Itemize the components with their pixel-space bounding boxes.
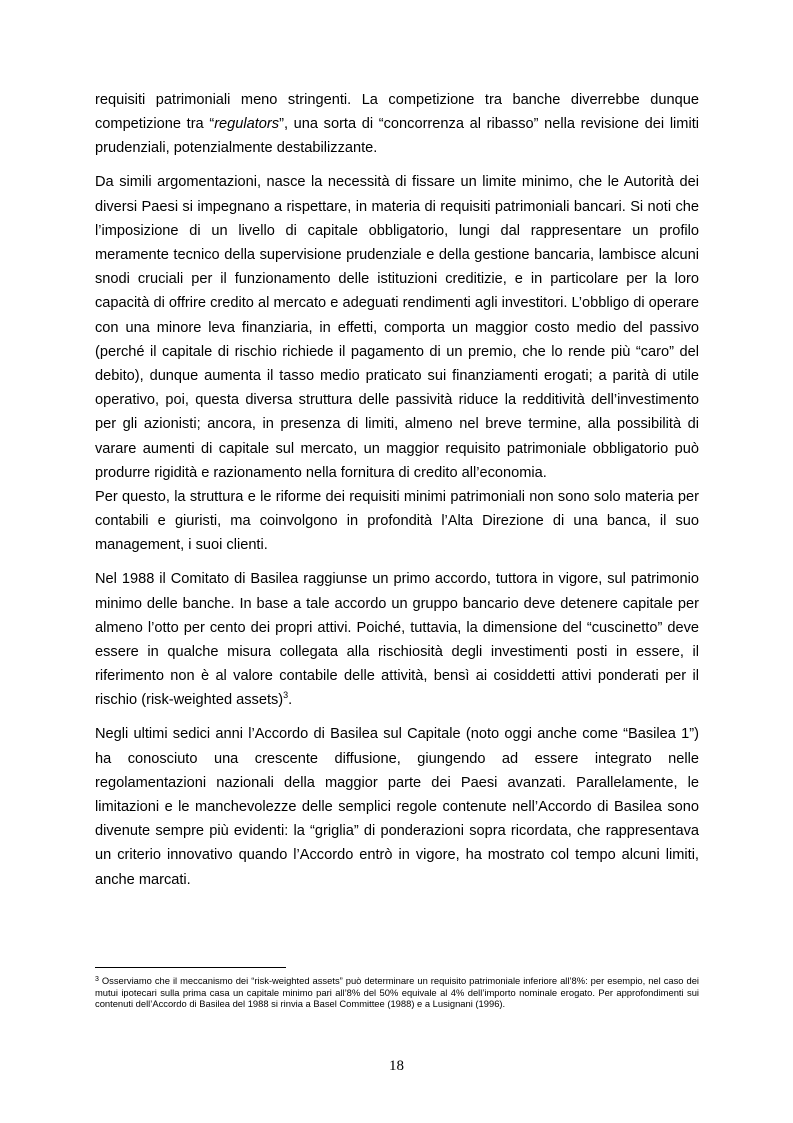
footnote (95, 975, 699, 1010)
paragraph-4-tail: . (288, 692, 293, 709)
body-text (95, 88, 699, 892)
footnote-text: Osserviamo che il meccanismo dei “risk-weighted assets” può determinare un requisito patrimoniale inferiore all’8%: per esempio, nel caso dei mutui ipotecari sulla prima casa un capitale minimo pari all’8% del 50% equivale al 4% dell’importo nominale erogato. Per approfondimenti sui contenuti dell’Accordo di Basilea del 1988 si rinvia a Basel Committee (1988) e a Lusignani (1996). (95, 975, 699, 1010)
paragraph-4-text: Nel 1988 il Comitato di Basilea raggiunse un primo accordo, tuttora in vigore, sul patrimonio minimo delle banche. In base a tale accordo un gruppo bancario deve detenere capitale per almeno l’otto per cento dei propri attivi. Poiché, tuttavia, la dimensione del “cuscinetto” deve essere in qualche misura collegata alla rischiosità degli investimenti posti in essere, il riferimento non è al valore contabile delle attività, bensì ai cosiddetti attivi ponderati per il rischio (risk-weighted assets) (95, 571, 699, 709)
paragraph-5: Negli ultimi sedici anni l’Accordo di Basilea sul Capitale (noto oggi anche come “Basilea 1”) ha conosciuto una crescente diffusione, giungendo ad essere integrato nelle regolamentazioni nazionali della maggior parte dei Paesi avanzati. Parallelamente, le limitazioni e le manchevolezze delle semplici regole contenute nell’Accordo di Basilea sono divenute sempre più evidenti: la “griglia” di ponderazioni sopra ricordata, che rappresentava un criterio innovativo quando l’Accordo entrò in vigore, ha mostrato col tempo alcuni limiti, anche marcati. (95, 726, 699, 888)
paragraph-1-text-a: requisiti patrimoniali meno stringenti. La competizione tra banche diverrebbe dunque competizione tra “ (95, 92, 699, 133)
footnote-separator (95, 967, 286, 968)
footnote-reference[interactable]: 3 (283, 690, 289, 701)
paragraph-1 (95, 88, 699, 161)
paragraph-1-emphasis: regulators (214, 116, 280, 133)
footnote-number: 3 (95, 976, 99, 983)
paragraph-1-text-b: ”, una sorta di “concorrenza al ribasso” nella revisione dei limiti prudenziali, potenzialmente destabilizzante. (95, 116, 699, 157)
paragraph-3: Per questo, la struttura e le riforme dei requisiti minimi patrimoniali non sono solo materia per contabili e giuristi, ma coinvolgono in profondità l’Alta Direzione di una banca, il suo management, i suoi clienti. (95, 489, 699, 554)
footnote-3 (95, 975, 699, 1010)
page-number: 18 (389, 1058, 404, 1074)
paragraph-4 (95, 567, 699, 712)
paragraph-2: Da simili argomentazioni, nasce la necessità di fissare un limite minimo, che le Autorità dei diversi Paesi si impegnano a rispettare, in materia di requisiti patrimoniali bancari. Si noti che l’imposizione di un livello di capitale obbligatorio, lungi dal rappresentare un profilo meramente tecnico della supervisione prudenziale e della gestione bancaria, lambisce alcuni snodi cruciali per il funzionamento delle istituzioni creditizie, e in particolare per la loro capacità di offrire credito al mercato e adeguati rendimenti agli investitori. L’obbligo di operare con una minore leva finanziaria, in effetti, comporta un maggior costo medio del passivo (perché il capitale di rischio richiede il pagamento di un premio, che lo rende più “caro” del debito), dunque aumenta il tasso medio praticato sui finanziamenti erogati; a parità di utile operativo, poi, questa diversa struttura delle passività riduce la redditività dell’investimento per gli azionisti; ancora, in presenza di limiti, almeno nel breve termine, alla possibilità di varare aumenti di capitale sul mercato, un maggior requisito patrimoniale obbligatorio può produrre rigidità e razionamento nella fornitura di credito all’economia. (95, 174, 699, 481)
